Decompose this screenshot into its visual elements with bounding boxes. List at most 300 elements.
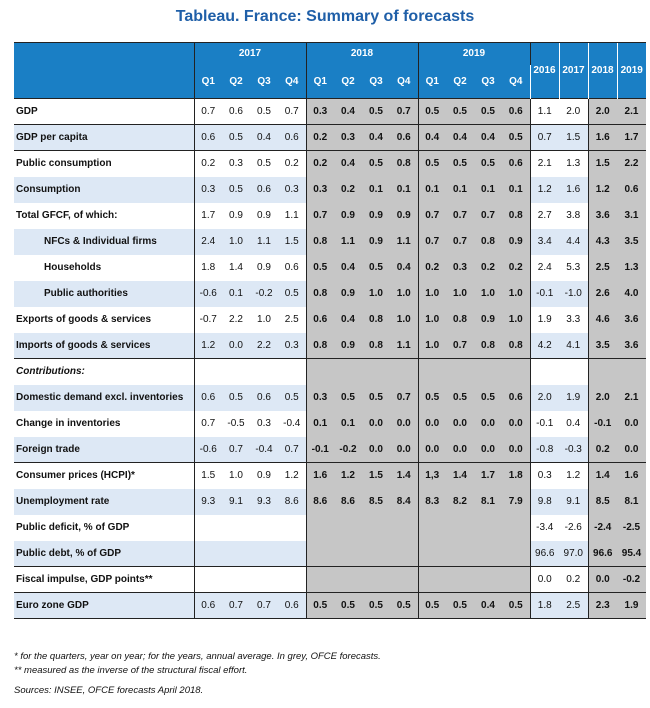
cell-quarter	[474, 359, 502, 385]
cell-quarter: 1.1	[334, 229, 362, 255]
cell-quarter	[250, 567, 278, 593]
cell-quarter: 0.5	[418, 385, 446, 411]
table-row	[14, 281, 646, 307]
cell-quarter: 1.4	[222, 255, 250, 281]
cell-annual: 4.1	[559, 333, 588, 359]
cell-quarter: 0.7	[418, 203, 446, 229]
cell-quarter: 0.7	[222, 437, 250, 463]
cell-quarter: 0.5	[418, 99, 446, 125]
cell-quarter: 0.7	[250, 593, 278, 619]
cell-annual: -0.1	[588, 411, 617, 437]
cell-quarter	[390, 567, 418, 593]
cell-quarter	[502, 515, 530, 541]
cell-quarter: 0.5	[446, 593, 474, 619]
cell-quarter: 0.4	[474, 125, 502, 151]
cell-quarter: 0.2	[334, 177, 362, 203]
cell-quarter: 0.8	[362, 333, 390, 359]
cell-quarter: 0.9	[250, 463, 278, 489]
cell-quarter: 0.2	[502, 255, 530, 281]
cell-quarter: 0.3	[306, 177, 334, 203]
cell-quarter: 0.5	[362, 99, 390, 125]
cell-quarter: 0.6	[194, 125, 222, 151]
cell-annual	[588, 359, 617, 385]
cell-quarter: 0.0	[446, 411, 474, 437]
cell-quarter: 0.9	[250, 203, 278, 229]
header-annual-2017: 2017	[559, 43, 588, 99]
cell-annual: 0.0	[617, 437, 646, 463]
cell-annual: 1.5	[588, 151, 617, 177]
cell-quarter: 0.3	[334, 125, 362, 151]
cell-quarter: 0.0	[390, 437, 418, 463]
cell-annual: 3.3	[559, 307, 588, 333]
table-title: Tableau. France: Summary of forecasts	[175, 8, 475, 25]
cell-quarter	[306, 541, 334, 567]
row-label: Euro zone GDP	[14, 593, 194, 619]
cell-annual: -2.4	[588, 515, 617, 541]
cell-quarter: 2.2	[222, 307, 250, 333]
cell-annual: 1.5	[559, 125, 588, 151]
row-label: Domestic demand excl. inventories	[14, 385, 194, 411]
cell-quarter: 0.9	[222, 203, 250, 229]
row-label: GDP	[14, 99, 194, 125]
cell-quarter	[390, 541, 418, 567]
cell-quarter: 0.0	[418, 437, 446, 463]
cell-quarter: 0.5	[222, 177, 250, 203]
cell-quarter: 0.5	[362, 151, 390, 177]
cell-quarter	[362, 359, 390, 385]
table-row	[14, 359, 646, 385]
cell-annual	[530, 359, 559, 385]
cell-quarter: 0.5	[474, 99, 502, 125]
cell-quarter: 8.1	[474, 489, 502, 515]
cell-quarter: 2.2	[250, 333, 278, 359]
cell-annual: 3.6	[617, 333, 646, 359]
table-row	[14, 541, 646, 567]
row-label: Unemployment rate	[14, 489, 194, 515]
cell-quarter: 0.8	[502, 333, 530, 359]
cell-quarter	[334, 567, 362, 593]
row-label: Public deficit, % of GDP	[14, 515, 194, 541]
cell-annual: 3.1	[617, 203, 646, 229]
cell-annual: 96.6	[588, 541, 617, 567]
cell-quarter	[362, 567, 390, 593]
cell-annual: 2.3	[588, 593, 617, 619]
cell-annual: 96.6	[530, 541, 559, 567]
cell-quarter: 0.3	[278, 177, 306, 203]
cell-quarter: 0.1	[222, 281, 250, 307]
cell-quarter: 0.2	[306, 151, 334, 177]
row-label: GDP per capita	[14, 125, 194, 151]
cell-quarter: 0.0	[446, 437, 474, 463]
cell-quarter: 9.3	[250, 489, 278, 515]
cell-quarter: 0.9	[502, 229, 530, 255]
cell-quarter: 8.5	[362, 489, 390, 515]
table-row	[14, 255, 646, 281]
cell-quarter: 0.7	[194, 99, 222, 125]
cell-quarter: 0.3	[278, 333, 306, 359]
cell-annual: 4.2	[530, 333, 559, 359]
cell-quarter: 8.6	[334, 489, 362, 515]
cell-quarter: 0.8	[306, 229, 334, 255]
header-quarter: Q4	[390, 65, 418, 99]
cell-annual: 2.5	[588, 255, 617, 281]
cell-quarter: 1.5	[194, 463, 222, 489]
cell-quarter: 1.2	[334, 463, 362, 489]
header-quarter: Q2	[222, 65, 250, 99]
cell-quarter: 0.6	[194, 385, 222, 411]
cell-annual: 97.0	[559, 541, 588, 567]
header-quarter: Q1	[418, 65, 446, 99]
cell-quarter: 0.5	[362, 255, 390, 281]
cell-quarter: 0.5	[502, 593, 530, 619]
cell-quarter: 0.5	[362, 593, 390, 619]
cell-quarter: -0.6	[194, 281, 222, 307]
cell-quarter: 2.5	[278, 307, 306, 333]
cell-quarter	[418, 567, 446, 593]
cell-quarter: 1.0	[474, 281, 502, 307]
cell-annual: 3.5	[617, 229, 646, 255]
cell-annual: 0.4	[559, 411, 588, 437]
cell-quarter: 0.2	[278, 151, 306, 177]
cell-quarter	[194, 567, 222, 593]
cell-quarter	[446, 541, 474, 567]
cell-quarter	[278, 359, 306, 385]
header-annual-2019: 2019	[617, 43, 646, 99]
cell-annual: 3.8	[559, 203, 588, 229]
table-row	[14, 151, 646, 177]
cell-quarter: -0.1	[306, 437, 334, 463]
cell-quarter: 0.0	[390, 411, 418, 437]
cell-quarter: 0.1	[502, 177, 530, 203]
cell-quarter: 2.4	[194, 229, 222, 255]
cell-annual: 0.7	[530, 125, 559, 151]
cell-quarter: 0.1	[334, 411, 362, 437]
cell-quarter: 0.9	[390, 203, 418, 229]
header-year-2019: 2019	[418, 43, 530, 65]
cell-quarter: 1.0	[502, 307, 530, 333]
cell-quarter	[278, 567, 306, 593]
cell-annual: -0.8	[530, 437, 559, 463]
header-quarter: Q3	[250, 65, 278, 99]
cell-quarter: 0.5	[474, 385, 502, 411]
cell-quarter: 0.0	[474, 437, 502, 463]
cell-quarter: 0.4	[334, 307, 362, 333]
cell-quarter: 1.0	[418, 281, 446, 307]
cell-annual: 3.4	[530, 229, 559, 255]
cell-quarter: 1.1	[390, 333, 418, 359]
cell-quarter: 0.1	[446, 177, 474, 203]
header-quarter: Q3	[474, 65, 502, 99]
cell-quarter: 1.0	[418, 333, 446, 359]
sources-note: Sources: INSEE, OFCE forecasts April 2018.	[14, 685, 204, 696]
cell-annual: 1.3	[617, 255, 646, 281]
table-row	[14, 385, 646, 411]
cell-annual: 2.7	[530, 203, 559, 229]
cell-annual: 5.3	[559, 255, 588, 281]
cell-quarter: 0.0	[362, 437, 390, 463]
cell-quarter	[362, 515, 390, 541]
cell-annual: -0.1	[530, 281, 559, 307]
row-label: Public debt, % of GDP	[14, 541, 194, 567]
cell-quarter: 0.4	[474, 593, 502, 619]
cell-quarter: 0.7	[446, 203, 474, 229]
cell-quarter: 1.2	[278, 463, 306, 489]
table-row	[14, 567, 646, 593]
cell-quarter: 0.9	[334, 203, 362, 229]
cell-annual: 4.3	[588, 229, 617, 255]
cell-quarter	[502, 541, 530, 567]
cell-quarter: 0.2	[474, 255, 502, 281]
cell-quarter	[250, 359, 278, 385]
cell-quarter: 0.7	[474, 203, 502, 229]
cell-annual: 2.2	[617, 151, 646, 177]
cell-quarter	[446, 567, 474, 593]
cell-quarter: 0.2	[194, 151, 222, 177]
cell-quarter: 0.9	[474, 307, 502, 333]
table-row	[14, 489, 646, 515]
cell-quarter: 1,3	[418, 463, 446, 489]
cell-annual: 1.4	[588, 463, 617, 489]
cell-quarter: 8.6	[306, 489, 334, 515]
cell-quarter: 0.7	[390, 385, 418, 411]
cell-quarter	[418, 515, 446, 541]
cell-quarter: 0.5	[474, 151, 502, 177]
cell-annual: 1.3	[559, 151, 588, 177]
cell-quarter: 1.0	[250, 307, 278, 333]
cell-quarter: 0.0	[418, 411, 446, 437]
cell-annual: 1.2	[530, 177, 559, 203]
cell-annual: 1.7	[617, 125, 646, 151]
row-label: Public authorities	[14, 281, 194, 307]
cell-quarter	[362, 541, 390, 567]
table-row	[14, 307, 646, 333]
table-row	[14, 177, 646, 203]
cell-annual: 2.6	[588, 281, 617, 307]
cell-quarter: 0.5	[306, 593, 334, 619]
cell-annual: 1.1	[530, 99, 559, 125]
header-annual-2016: 2016	[530, 43, 559, 99]
cell-quarter: 1.0	[446, 281, 474, 307]
cell-quarter: 0.7	[390, 99, 418, 125]
cell-quarter: 1.5	[362, 463, 390, 489]
table-row	[14, 203, 646, 229]
cell-annual: 3.6	[617, 307, 646, 333]
cell-quarter: 0.5	[502, 125, 530, 151]
cell-quarter: 0.8	[306, 333, 334, 359]
cell-quarter: 0.5	[334, 385, 362, 411]
cell-quarter	[334, 541, 362, 567]
cell-quarter: 0.6	[306, 307, 334, 333]
table-row	[14, 593, 646, 619]
cell-annual: 9.1	[559, 489, 588, 515]
cell-quarter	[502, 567, 530, 593]
cell-quarter: 8.6	[278, 489, 306, 515]
cell-quarter: 0.2	[418, 255, 446, 281]
cell-quarter: 8.2	[446, 489, 474, 515]
cell-quarter: 0.7	[418, 229, 446, 255]
cell-annual: -0.2	[617, 567, 646, 593]
cell-quarter: 0.4	[362, 125, 390, 151]
cell-quarter: 0.6	[278, 125, 306, 151]
cell-quarter	[390, 359, 418, 385]
cell-quarter: 1.4	[446, 463, 474, 489]
cell-quarter	[446, 359, 474, 385]
cell-annual: 3.5	[588, 333, 617, 359]
cell-annual: 0.2	[588, 437, 617, 463]
cell-quarter: 9.3	[194, 489, 222, 515]
cell-quarter: 1.5	[278, 229, 306, 255]
cell-quarter: 0.5	[306, 255, 334, 281]
header-corner-lower	[14, 65, 194, 99]
cell-annual: 0.3	[530, 463, 559, 489]
cell-quarter: 1.7	[474, 463, 502, 489]
cell-annual: 2.1	[617, 99, 646, 125]
cell-quarter: -0.6	[194, 437, 222, 463]
cell-quarter: 0.8	[502, 203, 530, 229]
cell-annual: 1.9	[530, 307, 559, 333]
cell-quarter: 1.0	[222, 463, 250, 489]
header-quarter: Q1	[306, 65, 334, 99]
cell-quarter: 0.0	[362, 411, 390, 437]
cell-quarter: 0.5	[250, 99, 278, 125]
cell-quarter: 0.8	[306, 281, 334, 307]
cell-annual: 8.5	[588, 489, 617, 515]
cell-annual: 0.0	[530, 567, 559, 593]
cell-quarter: 0.6	[250, 177, 278, 203]
cell-quarter: 0.9	[362, 203, 390, 229]
footnotes	[14, 650, 381, 698]
cell-quarter: 0.8	[446, 307, 474, 333]
header-annual-2018: 2018	[588, 43, 617, 99]
cell-quarter: 0.9	[334, 333, 362, 359]
header-quarter: Q3	[362, 65, 390, 99]
cell-annual: 8.1	[617, 489, 646, 515]
cell-quarter: 0.4	[334, 151, 362, 177]
cell-annual: -2.5	[617, 515, 646, 541]
cell-annual: 1.2	[588, 177, 617, 203]
cell-annual: 0.6	[617, 177, 646, 203]
cell-quarter: 0.5	[278, 281, 306, 307]
row-label: Total GFCF, of which:	[14, 203, 194, 229]
cell-quarter: 0.4	[334, 99, 362, 125]
cell-quarter: 1.0	[418, 307, 446, 333]
footnote-2: ** measured as the inverse of the structural fiscal effort.	[14, 665, 248, 676]
cell-quarter	[418, 359, 446, 385]
cell-quarter: 0.3	[194, 177, 222, 203]
cell-quarter: 0.3	[250, 411, 278, 437]
cell-annual: 2.1	[530, 151, 559, 177]
cell-quarter: -0.2	[250, 281, 278, 307]
cell-quarter: 8.4	[390, 489, 418, 515]
cell-quarter: 0.4	[418, 125, 446, 151]
row-label: Fiscal impulse, GDP points**	[14, 567, 194, 593]
cell-quarter	[474, 541, 502, 567]
cell-quarter: 0.3	[306, 385, 334, 411]
footnote-1: * for the quarters, year on year; for the years, annual average. In grey, OFCE forecasts.	[14, 651, 381, 662]
cell-annual: 1.9	[617, 593, 646, 619]
cell-quarter: 1.0	[362, 281, 390, 307]
cell-quarter	[278, 515, 306, 541]
cell-quarter: 0.6	[390, 125, 418, 151]
cell-quarter: 0.8	[474, 333, 502, 359]
cell-annual: 1.8	[530, 593, 559, 619]
cell-quarter: -0.5	[222, 411, 250, 437]
cell-annual	[559, 359, 588, 385]
cell-quarter: 0.7	[446, 333, 474, 359]
cell-quarter	[222, 541, 250, 567]
row-label: Consumption	[14, 177, 194, 203]
cell-quarter	[502, 359, 530, 385]
cell-quarter: 0.5	[362, 385, 390, 411]
cell-quarter: 0.7	[194, 411, 222, 437]
cell-quarter: 0.4	[250, 125, 278, 151]
header-year-2018: 2018	[306, 43, 418, 65]
cell-quarter: 0.1	[362, 177, 390, 203]
cell-annual: 1.6	[588, 125, 617, 151]
cell-annual: 3.6	[588, 203, 617, 229]
cell-annual: 2.1	[617, 385, 646, 411]
cell-annual: 2.0	[588, 385, 617, 411]
cell-quarter: 0.4	[334, 255, 362, 281]
cell-quarter: 1.1	[278, 203, 306, 229]
cell-quarter	[194, 515, 222, 541]
cell-quarter: 0.5	[418, 151, 446, 177]
header-quarter: Q1	[194, 65, 222, 99]
cell-quarter	[222, 567, 250, 593]
table-row	[14, 463, 646, 489]
cell-quarter: 0.6	[278, 593, 306, 619]
header-corner	[14, 43, 194, 65]
cell-quarter	[446, 515, 474, 541]
cell-quarter: 0.8	[362, 307, 390, 333]
cell-quarter: 0.6	[222, 99, 250, 125]
cell-quarter: 0.3	[446, 255, 474, 281]
cell-quarter: 0.6	[502, 385, 530, 411]
cell-annual: 95.4	[617, 541, 646, 567]
cell-quarter: 0.7	[278, 99, 306, 125]
cell-quarter	[334, 359, 362, 385]
cell-annual: -1.0	[559, 281, 588, 307]
table-row	[14, 411, 646, 437]
cell-quarter: 0.3	[222, 151, 250, 177]
cell-quarter: 0.0	[222, 333, 250, 359]
cell-quarter: 0.6	[502, 151, 530, 177]
cell-quarter: 0.5	[334, 593, 362, 619]
cell-quarter: 0.5	[222, 125, 250, 151]
row-label: Public consumption	[14, 151, 194, 177]
cell-quarter: 0.1	[390, 177, 418, 203]
header-year-2017: 2017	[194, 43, 306, 65]
cell-quarter: -0.7	[194, 307, 222, 333]
header-quarter: Q4	[502, 65, 530, 99]
cell-quarter: 0.7	[222, 593, 250, 619]
cell-annual: 9.8	[530, 489, 559, 515]
cell-quarter: 0.0	[502, 437, 530, 463]
cell-quarter: 0.4	[390, 255, 418, 281]
cell-annual: 1.9	[559, 385, 588, 411]
cell-annual: 2.4	[530, 255, 559, 281]
cell-annual: -0.3	[559, 437, 588, 463]
row-label: Foreign trade	[14, 437, 194, 463]
cell-annual: 2.0	[530, 385, 559, 411]
header-quarter: Q2	[334, 65, 362, 99]
cell-quarter: -0.2	[334, 437, 362, 463]
cell-quarter: 0.5	[222, 385, 250, 411]
cell-annual: 2.0	[559, 99, 588, 125]
cell-quarter	[306, 359, 334, 385]
cell-annual	[617, 359, 646, 385]
cell-annual: 1.6	[559, 177, 588, 203]
